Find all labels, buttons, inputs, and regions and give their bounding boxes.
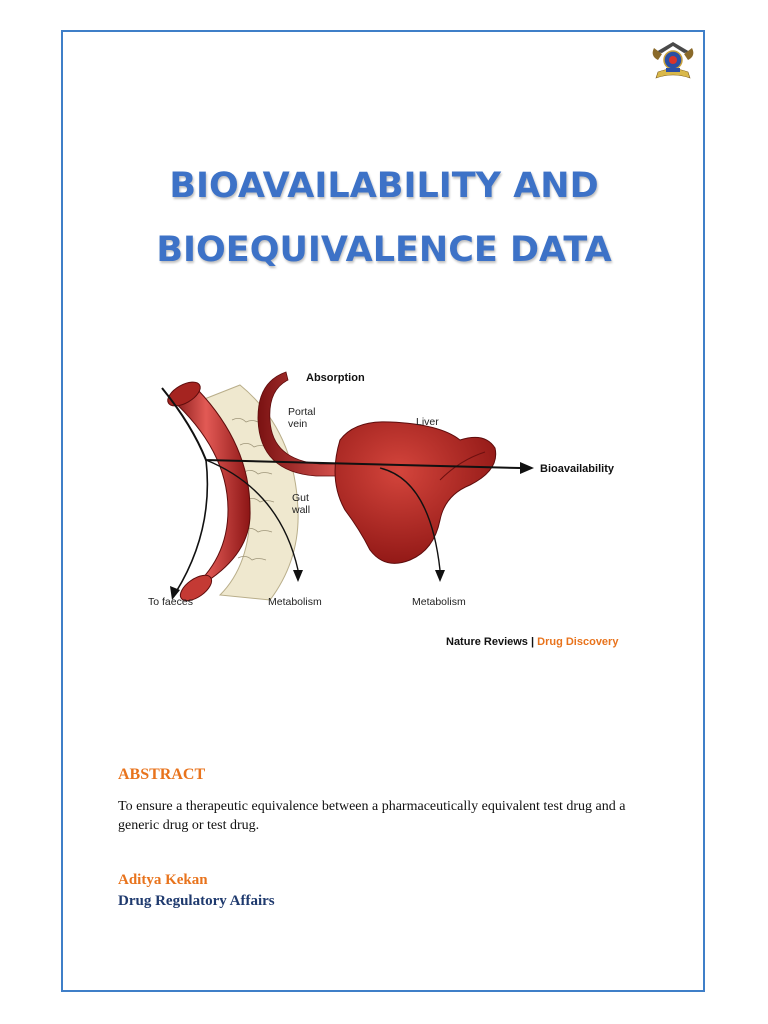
credit-separator: | — [531, 636, 535, 648]
diagram-illustration — [140, 360, 640, 660]
label-portal-vein-2: vein — [288, 418, 308, 430]
document-title-line1: BIOAVAILABILITY AND — [169, 166, 599, 206]
author-department: Drug Regulatory Affairs — [118, 893, 275, 909]
bioavailability-diagram — [140, 360, 640, 660]
label-liver: Liver — [416, 416, 439, 428]
label-absorption: Absorption — [306, 372, 365, 384]
author-name: Aditya Kekan — [118, 872, 208, 888]
abstract-heading: ABSTRACT — [118, 766, 206, 783]
document-title-line2: BIOEQUIVALENCE DATA — [156, 230, 612, 270]
credit-main: Nature Reviews — [446, 636, 528, 648]
label-bioavailability: Bioavailability — [540, 463, 614, 475]
label-gut-wall-2: wall — [292, 504, 311, 516]
abstract-text: To ensure a therapeutic equivalence between a pharmaceutically equivalent test drug and a generic drug or test drug. — [118, 799, 626, 833]
label-metabolism-gut: Metabolism — [268, 596, 322, 608]
figure-credit — [446, 636, 618, 648]
label-metabolism-liver: Metabolism — [412, 596, 466, 608]
label-to-faeces: To faeces — [148, 596, 193, 608]
institution-emblem-icon — [648, 38, 698, 82]
label-gut-wall-1: Gut — [292, 492, 309, 504]
credit-accent: Drug Discovery — [537, 636, 619, 648]
label-portal-vein-1: Portal — [288, 406, 316, 418]
